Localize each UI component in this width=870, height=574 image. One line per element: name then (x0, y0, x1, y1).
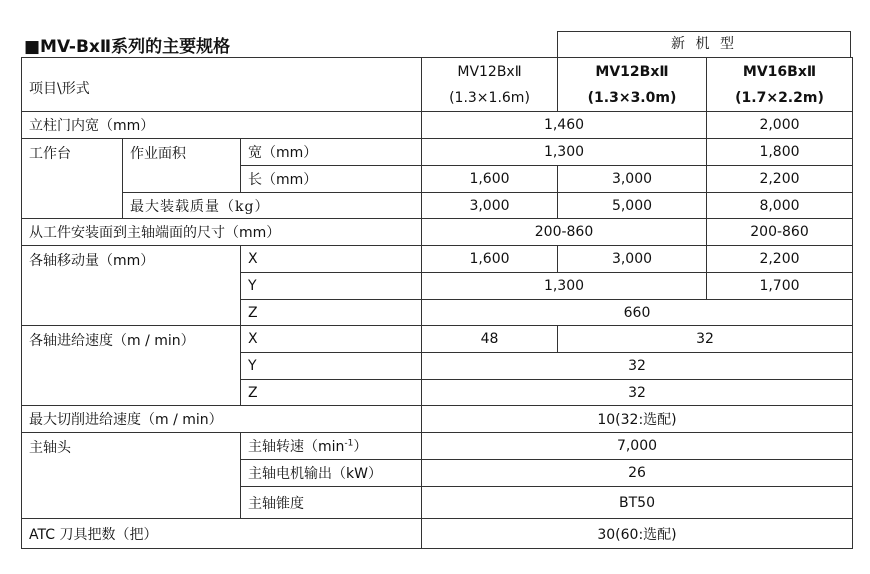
spindle-speed-exponent: -1 (344, 438, 354, 449)
axis-label: Z (241, 380, 422, 406)
value-cell: 48 (422, 326, 558, 353)
row-label: 立柱门内宽（mm） (22, 112, 422, 139)
value-cell: 3,000 (558, 246, 707, 273)
value-cell: 660 (422, 300, 853, 326)
table-row (22, 433, 853, 460)
row-label: ATC 刀具把数（把） (22, 519, 422, 549)
spindle-speed-label: 主轴转速（min (248, 439, 345, 455)
header-corner: 项目\形式 (22, 58, 422, 112)
model-2-name: MV12BxⅡ (595, 63, 669, 80)
value-cell: 1,600 (422, 166, 558, 193)
page-title: ■MV-BxⅡ系列的主要规格 (24, 37, 231, 57)
value-cell: 200-860 (707, 219, 853, 246)
value-cell: 26 (422, 460, 853, 487)
value-cell: 10(32:选配) (422, 406, 853, 433)
axis-label: Z (241, 300, 422, 326)
model-3-name: MV16BxⅡ (742, 63, 817, 80)
value-cell: BT50 (422, 487, 853, 519)
value-cell: 32 (422, 380, 853, 406)
value-cell: 7,000 (422, 433, 853, 460)
row-sublabel (241, 433, 422, 460)
value-cell: 32 (558, 326, 853, 353)
row-label: 最大切削进给速度（m / min） (22, 406, 422, 433)
model-1-size: (1.3×1.6m) (449, 89, 530, 106)
row-label: 各轴移动量（mm） (22, 246, 241, 326)
axis-label: Y (241, 353, 422, 380)
value-cell: 8,000 (707, 193, 853, 219)
value-cell: 2,200 (707, 246, 853, 273)
model-3-size: (1.7×2.2m) (735, 89, 824, 106)
value-cell: 1,800 (707, 139, 853, 166)
spec-table (21, 57, 853, 549)
value-cell: 30(60:选配) (422, 519, 853, 549)
axis-label: X (241, 246, 422, 273)
value-cell: 5,000 (558, 193, 707, 219)
spindle-speed-suffix: ） (353, 439, 368, 455)
row-sublabel: 最大装载质量（kg） (123, 193, 422, 219)
row-sublabel: 作业面积 (123, 139, 241, 193)
row-sublabel: 长（mm） (241, 166, 422, 193)
value-cell: 3,000 (558, 166, 707, 193)
value-cell: 1,460 (422, 112, 707, 139)
row-sublabel: 宽（mm） (241, 139, 422, 166)
table-row (22, 193, 853, 219)
value-cell: 1,600 (422, 246, 558, 273)
value-cell: 2,000 (707, 112, 853, 139)
row-sublabel: 主轴锥度 (241, 487, 422, 519)
axis-label: Y (241, 273, 422, 300)
value-cell: 200-860 (422, 219, 707, 246)
value-cell: 3,000 (422, 193, 558, 219)
table-row (22, 139, 853, 166)
row-label: 各轴进给速度（m / min） (22, 326, 241, 406)
table-row (22, 112, 853, 139)
value-cell: 32 (422, 353, 853, 380)
table-row (22, 246, 853, 273)
model-1-name: MV12BxⅡ (457, 63, 522, 80)
row-label: 工作台 (22, 139, 123, 219)
new-model-label: 新 机 型 (557, 31, 851, 57)
axis-label: X (241, 326, 422, 353)
header-model-2 (558, 58, 707, 112)
value-cell: 1,300 (422, 273, 707, 300)
row-label: 主轴头 (22, 433, 241, 519)
value-cell: 2,200 (707, 166, 853, 193)
table-row (22, 326, 853, 353)
row-sublabel: 主轴电机输出（kW） (241, 460, 422, 487)
table-row (22, 519, 853, 549)
model-2-size: (1.3×3.0m) (587, 89, 677, 106)
row-label: 从工件安装面到主轴端面的尺寸（mm） (22, 219, 422, 246)
value-cell: 1,300 (422, 139, 707, 166)
header-model-3 (707, 58, 853, 112)
header-model-1 (422, 58, 558, 112)
header-row (22, 58, 853, 112)
table-row (22, 406, 853, 433)
table-row (22, 219, 853, 246)
value-cell: 1,700 (707, 273, 853, 300)
